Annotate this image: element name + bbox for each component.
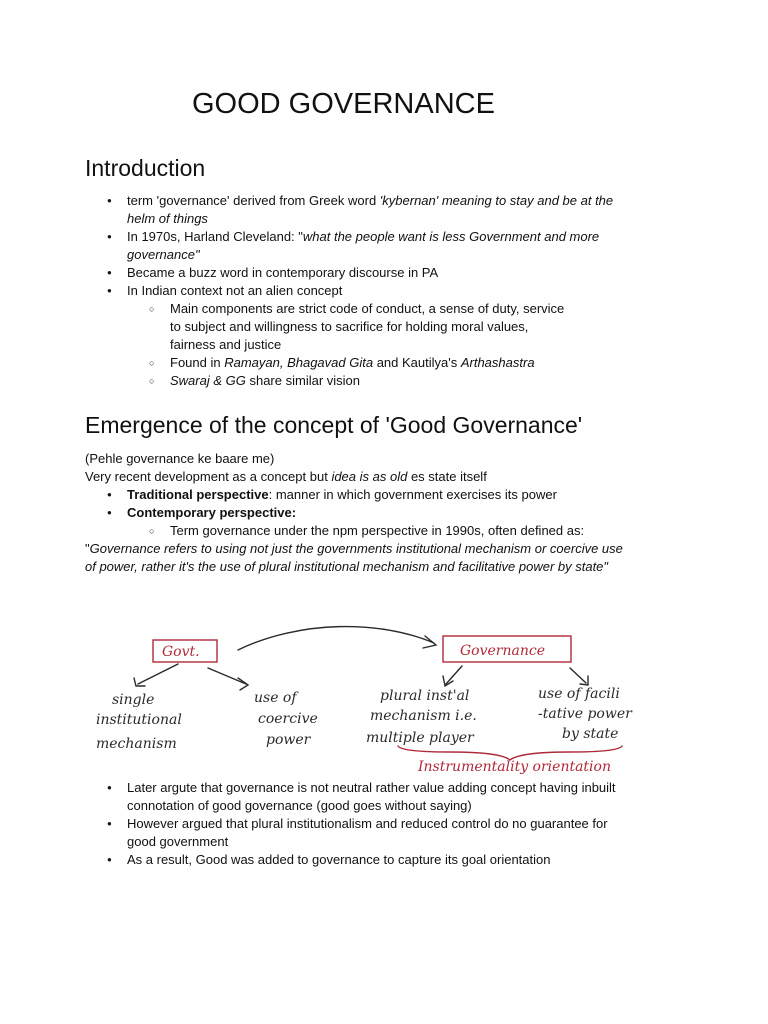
sub-text: share similar vision [245,373,361,388]
bold-label: Contemporary perspective: [127,505,297,520]
instrumentality-label: Instrumentality orientation [418,759,611,775]
list-item: ● Later argute that governance is not neutral rather value adding concept having inbuilt connotation of good governance (good goes without saying) [127,779,627,815]
plural-line-2: mechanism i.e. [370,708,477,724]
sub-italic: Ramayan, Bhagavad Gita [224,355,374,370]
bold-label: Traditional perspective [127,487,269,502]
sub-text: Found in [170,355,225,370]
bullet-text: : manner in which government exercises its power [268,487,557,502]
intro-text: Very recent development as a concept but [85,469,332,484]
arrow-to-single [138,664,178,684]
plural-line-1: plural inst'al [380,688,470,704]
intro-text: es state itself [407,469,487,484]
sub-list-item: ○ Term governance under the npm perspective in 1990s, often defined as: [170,522,627,540]
coercive-line-3: power [266,732,311,748]
coercive-line-1: use of [254,690,297,706]
document-title: GOOD GOVERNANCE [192,88,495,120]
governance-label: Governance [460,643,546,659]
single-line-3: mechanism [96,736,177,752]
arrow-to-coercive [208,668,246,684]
sub-list-item: ○ Main components are strict code of conduct, a sense of duty, service to subject and willingness to sacrifice for holding moral values, fairness and justice [170,300,570,354]
bullet-text: In Indian context not an alien concept [127,283,343,298]
intro-italic: idea is as old [331,469,408,484]
bullet-italic: what the people want is less Government and more governance" [127,229,600,262]
single-line-1: single [112,692,155,708]
sub-italic: Arthashastra [460,355,535,370]
transition-arrow [238,627,434,650]
transition-arrowhead [423,636,436,648]
bullet-italic: 'kybernan' meaning to stay and be at the helm of things [127,193,614,226]
introduction-heading: Introduction [85,155,206,181]
arrow-to-plural [446,666,462,684]
plural-line-3: multiple player [366,730,474,746]
emergence-note: (Pehle governance ke baare me) [85,451,275,466]
quote-italic: Governance refers to using not just the governments institutional mechanism or coercive use of power, rather it's the use of plural institutional mechanism and facilitative power by state" [85,541,623,574]
quote-mark: " [85,541,90,556]
list-item: ● However argued that plural institutionalism and reduced control do no guarantee for good government [127,815,627,851]
emergence-heading: Emergence of the concept of 'Good Governance' [85,412,583,438]
facilitative-line-2: -tative power [538,706,632,722]
sub-italic: Swaraj & GG [170,373,246,388]
govt-label: Govt. [162,644,200,660]
list-item: ● As a result, Good was added to governance to capture its goal orientation [127,851,627,869]
sub-text: and Kautilya's [373,355,461,370]
list-item: ● Became a buzz word in contemporary discourse in PA [127,264,627,282]
bullet-text: term 'governance' derived from Greek word [127,193,380,208]
arrow-to-facilitative [570,668,586,683]
facilitative-line-3: by state [562,726,619,742]
coercive-line-2: coercive [258,711,318,727]
grouping-brace [398,746,622,760]
arrow-to-coercive-head [238,678,248,690]
bullet-text: In 1970s, Harland Cleveland: " [127,229,303,244]
conclusion-list [127,779,627,869]
single-line-2: institutional [96,712,182,728]
facilitative-line-1: use of facili [538,686,620,702]
